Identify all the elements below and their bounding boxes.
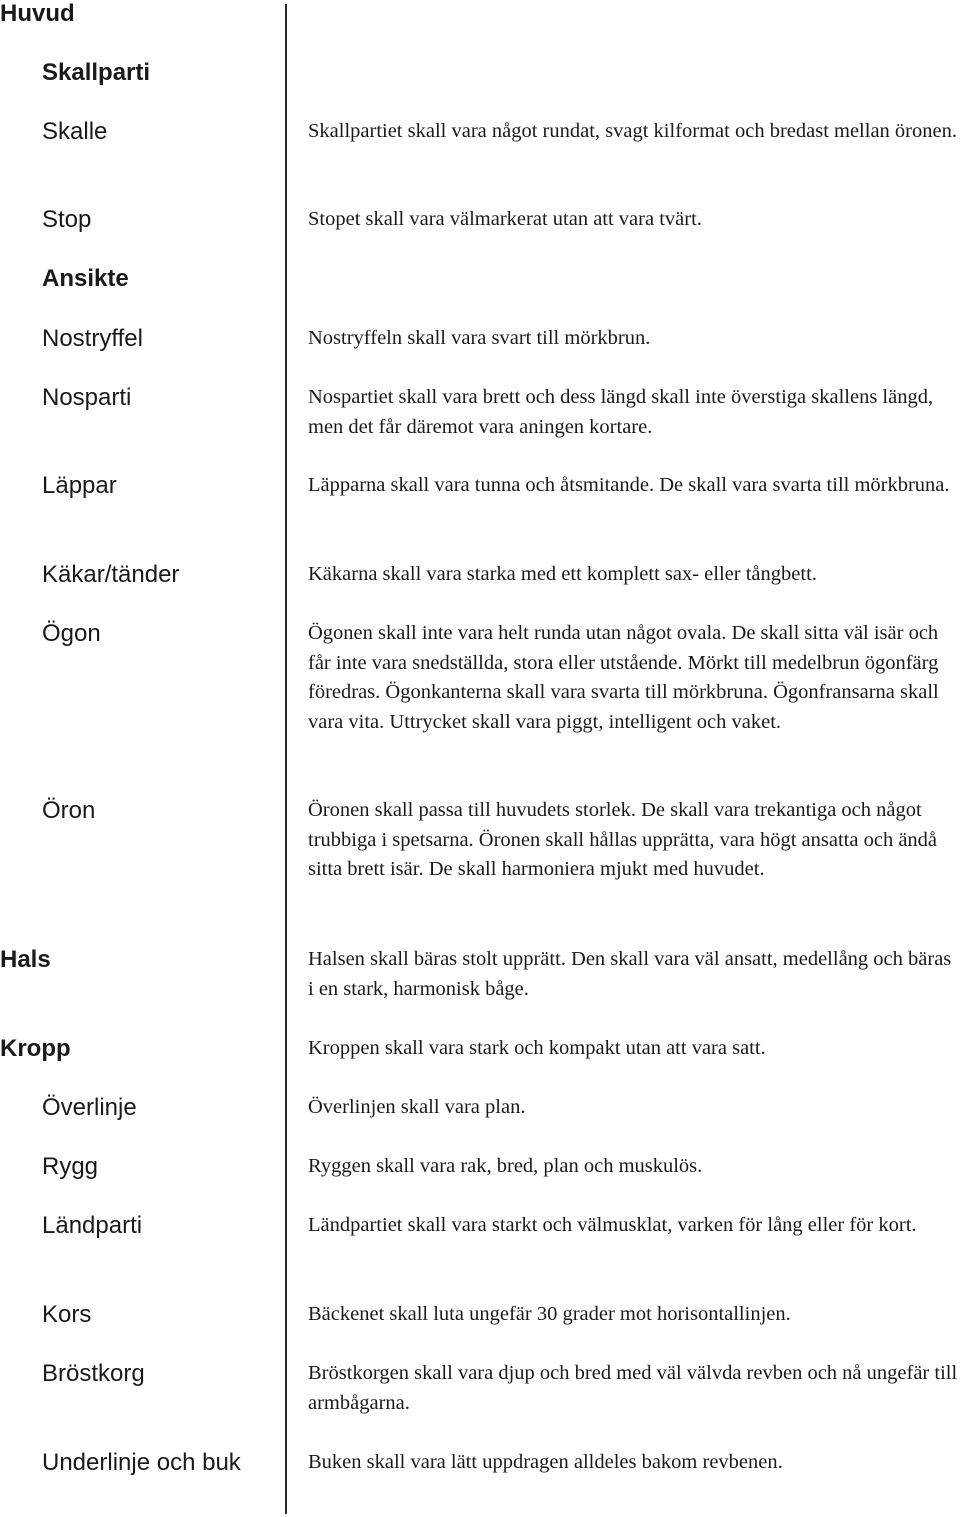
section-heading-kropp: Kropp <box>0 1035 71 1062</box>
section-heading-hals: Hals <box>0 946 51 973</box>
description-kropp: Kroppen skall vara stark och kompakt utan att vara satt. <box>308 1037 766 1059</box>
label-brostkorg: Bröstkorg <box>42 1360 145 1387</box>
description-lappar: Läpparna skall vara tunna och åtsmitande. De skall vara svarta till mörkbruna. <box>308 474 950 496</box>
subsection-heading-ansikte: Ansikte <box>42 265 129 292</box>
description-overlinje: Överlinjen skall vara plan. <box>308 1096 526 1118</box>
description-stop: Stopet skall vara välmarkerat utan att vara tvärt. <box>308 208 702 230</box>
column-divider <box>285 4 287 1514</box>
label-oron: Öron <box>42 797 96 824</box>
label-kors: Kors <box>42 1301 92 1328</box>
label-underlinje-och-buk: Underlinje och buk <box>42 1449 241 1476</box>
description-underlinje-och-buk: Buken skall vara lätt uppdragen alldeles bakom revbenen. <box>308 1451 783 1473</box>
section-heading-huvud: Huvud <box>0 0 75 27</box>
label-nostryffel: Nostryffel <box>42 325 143 352</box>
description-nosparti: Nospartiet skall vara brett och dess längd skall inte överstiga skallens längd, men det får däremot vara aningen kortare. <box>308 386 934 438</box>
label-rygg: Rygg <box>42 1153 99 1180</box>
description-brostkorg: Bröstkorgen skall vara djup och bred med väl välvda revben och nå ungefär till armbågarna. <box>308 1362 958 1414</box>
description-hals: Halsen skall bäras stolt upprätt. Den skall vara väl ansatt, medellång och bäras i en stark, harmonisk båge. <box>308 948 952 1000</box>
label-kakar-tander: Käkar/tänder <box>42 561 180 588</box>
description-kors: Bäckenet skall luta ungefär 30 grader mot horisontallinjen. <box>308 1303 791 1325</box>
description-rygg: Ryggen skall vara rak, bred, plan och muskulös. <box>308 1155 703 1177</box>
label-stop: Stop <box>42 206 92 233</box>
label-lappar: Läppar <box>42 472 117 499</box>
label-skalle: Skalle <box>42 118 108 145</box>
description-nostryffel: Nostryffeln skall vara svart till mörkbrun. <box>308 327 651 349</box>
description-landparti: Ländpartiet skall vara starkt och välmusklat, varken för lång eller för kort. <box>308 1214 917 1236</box>
label-landparti: Ländparti <box>42 1212 143 1239</box>
label-overlinje: Överlinje <box>42 1094 137 1121</box>
subsection-heading-skallparti: Skallparti <box>42 59 151 86</box>
description-skalle: Skallpartiet skall vara något rundat, svagt kilformat och bredast mellan öronen. <box>308 120 957 142</box>
label-ogon: Ögon <box>42 620 101 647</box>
label-nosparti: Nosparti <box>42 384 132 411</box>
description-kakar-tander: Käkarna skall vara starka med ett komplett sax- eller tångbett. <box>308 563 817 585</box>
description-oron: Öronen skall passa till huvudets storlek. De skall vara trekantiga och något trubbiga i spetsarna. Öronen skall hållas upprätta, vara högt ansatta och ändå sitta brett isär. De skall harmoniera mjukt med huvudet. <box>308 799 938 880</box>
description-ogon: Ögonen skall inte vara helt runda utan något ovala. De skall sitta väl isär och får inte vara snedställda, stora eller utstående. Mörkt till medelbrun ögonfärg föredras. Ögonkanterna skall vara svarta till mörkbruna. Ögonfransarna skall vara vita. Uttrycket skall vara piggt, intelligent och vaket. <box>308 622 939 733</box>
